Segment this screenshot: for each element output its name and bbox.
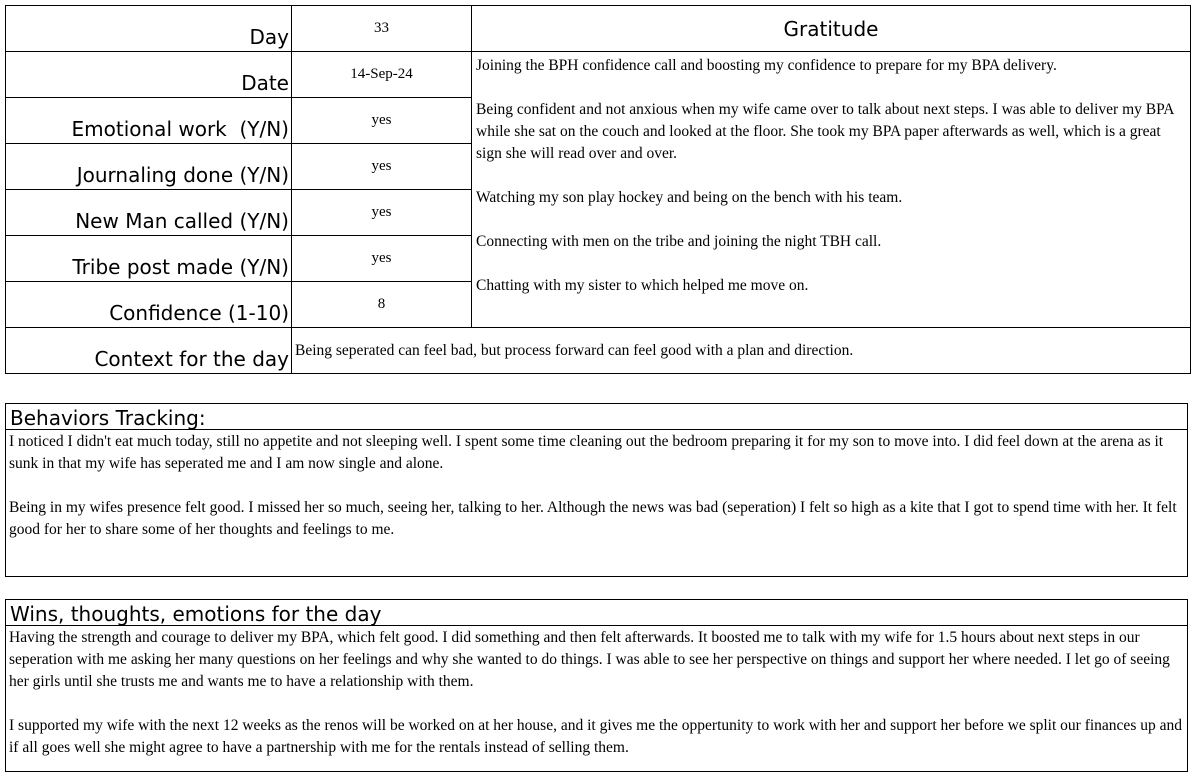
context-value[interactable]: Being seperated can feel bad, but process forward can feel good with a plan and direction.: [292, 328, 1191, 374]
new-man-label: New Man called (Y/N): [6, 190, 292, 236]
tribe-post-value[interactable]: yes: [292, 236, 472, 282]
new-man-value[interactable]: yes: [292, 190, 472, 236]
gratitude-item: Watching my son play hockey and being on the bench with his team.: [476, 189, 903, 206]
gratitude-item: Being confident and not anxious when my wife came over to talk about next steps. I was able to deliver my BPA while she sat on the couch and looked at the floor. She took my BPA paper afterwards as well, which is a great sign she will read over and over.: [476, 101, 1174, 162]
summary-row-context: [6, 328, 1191, 374]
wins-paragraph: I supported my wife with the next 12 weeks as the renos will be worked on at her house, and it gives me the oppertunity to work with her and support her before we split our finances up and if all goes well she might agree to have a partnership with me for the rentals instead of selling them.: [9, 717, 1182, 756]
summary-row-day: [6, 6, 1191, 52]
journaling-value[interactable]: yes: [292, 144, 472, 190]
behaviors-section: [5, 403, 1188, 577]
gratitude-title: Gratitude: [472, 6, 1191, 52]
summary-row-date: [6, 52, 1191, 98]
confidence-label: Confidence (1-10): [6, 282, 292, 328]
behaviors-body[interactable]: [6, 430, 1187, 541]
gratitude-item: Connecting with men on the tribe and joining the night TBH call.: [476, 233, 882, 250]
day-label: Day: [6, 6, 292, 52]
behaviors-paragraph: I noticed I didn't eat much today, still no appetite and not sleeping well. I spent some time cleaning out the bedroom preparing it for my son to move into. I did feel down at the arena as it sunk in that my wife has seperated me and I am now single and alone.: [9, 433, 1164, 472]
gratitude-body[interactable]: [472, 52, 1191, 328]
emotional-work-label: Emotional work (Y/N): [6, 98, 292, 144]
journaling-label: Journaling done (Y/N): [6, 144, 292, 190]
emotional-work-value[interactable]: yes: [292, 98, 472, 144]
summary-table: [5, 5, 1191, 374]
behaviors-title: Behaviors Tracking:: [6, 404, 1187, 430]
date-value[interactable]: 14-Sep-24: [292, 52, 472, 98]
wins-title: Wins, thoughts, emotions for the day: [6, 600, 1187, 626]
confidence-value[interactable]: 8: [292, 282, 472, 328]
gratitude-item: Chatting with my sister to which helped me move on.: [476, 277, 809, 294]
wins-body[interactable]: [6, 626, 1187, 759]
wins-section: [5, 599, 1188, 772]
wins-paragraph: Having the strength and courage to deliver my BPA, which felt good. I did something and then felt afterwards. It boosted me to talk with my wife for 1.5 hours about next steps in our seperation with me asking her many questions on her feelings and why she wanted to do things. I was able to see her perspective on things and support her where needed. I let go of seeing her girls until she trusts me and wants me to have a relationship with them.: [9, 629, 1170, 690]
gratitude-item: Joining the BPH confidence call and boosting my confidence to prepare for my BPA delivery.: [476, 57, 1057, 74]
day-value[interactable]: 33: [292, 6, 472, 52]
date-label: Date: [6, 52, 292, 98]
behaviors-paragraph: Being in my wifes presence felt good. I missed her so much, seeing her, talking to her. Although the news was bad (seperation) I felt so high as a kite that I got to spend time with her. It felt good for her to share some of her thoughts and feelings to me.: [9, 499, 1177, 538]
tribe-post-label: Tribe post made (Y/N): [6, 236, 292, 282]
context-label: Context for the day: [6, 328, 292, 374]
